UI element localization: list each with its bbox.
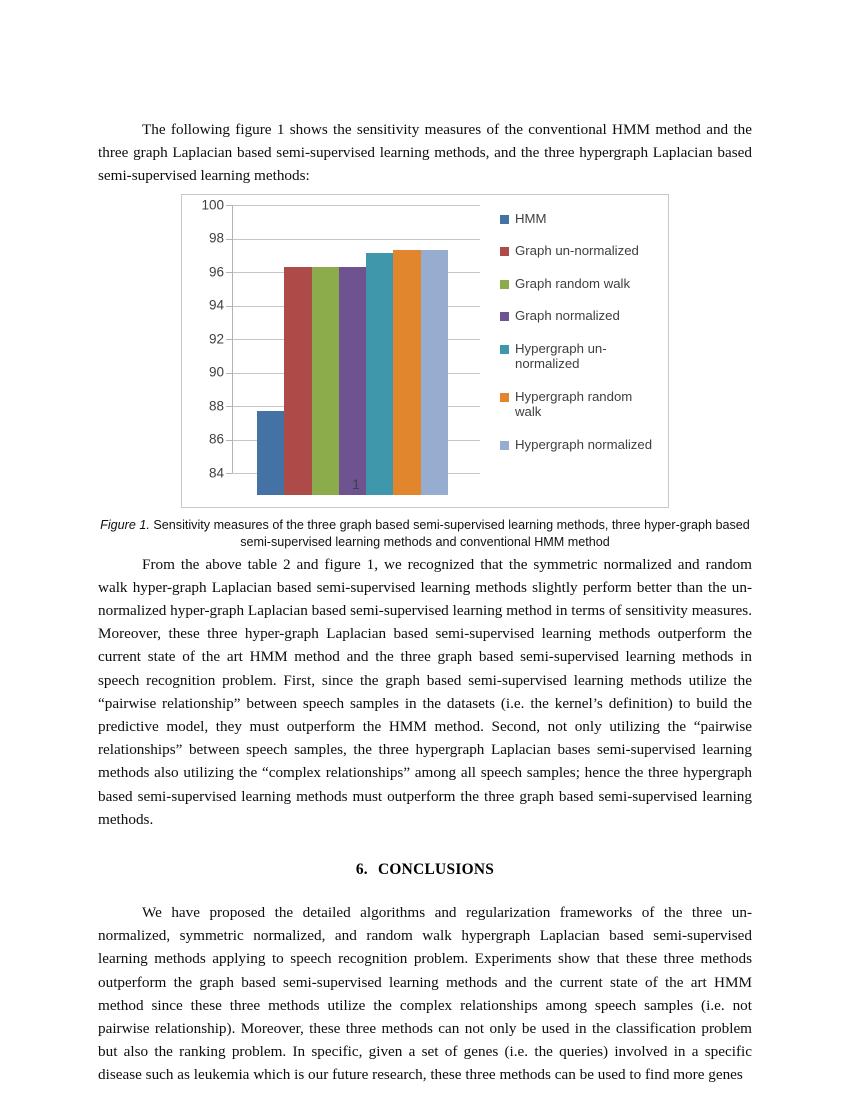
y-axis-tick: [226, 239, 232, 240]
figure-caption-label: Figure 1.: [100, 517, 150, 532]
y-axis-tick-label: 86: [208, 431, 224, 447]
legend-item-label: Hypergraph normalized: [515, 436, 653, 452]
y-axis-tick: [226, 205, 232, 206]
bar-hypergraph-random-walk[interactable]: [393, 250, 420, 495]
intro-paragraph: The following figure 1 shows the sensitivity measures of the conventional HMM method and the three graph Laplacian based semi-supervised learning methods, and the three hypergraph Laplacian based semi-supervised learning methods:: [98, 121, 752, 185]
legend-swatch-icon: [500, 312, 509, 321]
bar-chart: [181, 194, 669, 508]
legend-item-label: Hypergraph un-normalized: [515, 340, 607, 372]
y-axis-tick-label: 90: [208, 364, 224, 380]
y-axis-tick: [226, 306, 232, 307]
legend-item[interactable]: [500, 243, 662, 259]
y-axis-tick-label: 84: [208, 465, 224, 481]
bar-graph-un-normalized[interactable]: [284, 267, 311, 495]
legend-swatch-icon: [500, 441, 509, 450]
y-axis-tick: [226, 473, 232, 474]
legend-item[interactable]: [500, 437, 662, 453]
legend-swatch-icon: [500, 280, 509, 289]
y-axis-tick-label: 94: [208, 297, 224, 313]
top-margin-spacer: [98, 0, 752, 118]
y-axis-tick-label: 88: [208, 398, 224, 414]
figure-caption: [98, 517, 752, 551]
y-axis-tick-label: 92: [208, 331, 224, 347]
legend-item[interactable]: [500, 389, 662, 420]
legend-item[interactable]: [500, 276, 662, 292]
bar-graph-normalized[interactable]: [339, 267, 366, 495]
legend-item-label: Hypergraph random walk: [515, 388, 633, 420]
figure-caption-text: Sensitivity measures of the three graph based semi-supervised learning methods, three hyper-graph based semi-supervised learning methods and conventional HMM method: [149, 517, 750, 549]
conclusions-heading-number: 6.: [355, 861, 368, 879]
discussion-paragraph: From the above table 2 and figure 1, we recognized that the symmetric normalized and random walk hyper-graph Laplacian based semi-supervised learning methods slightly perform better than the un-normalized hyper-graph Laplacian based semi-supervised learning method in terms of sensitivity measures. Moreover, these three hyper-graph Laplacian based semi-supervised learning methods outperform the current state of the art HMM method and the three graph based semi-supervised learning methods in speech recognition problem. First, since the graph based semi-supervised learning methods utilize the “pairwise relationship” between speech samples in the datasets (i.e. the kernel’s definition) to build the predictive model, they must outperform the HMM method. Second, not only utilizing the “pairwise relationships” between speech samples, the three hypergraph Laplacian bases semi-supervised learning methods also utilizing the “complex relationships” among all speech samples; hence the three hypergraph based semi-supervised learning methods must outperform the three graph based semi-supervised learning methods.: [98, 555, 752, 828]
y-axis-tick-label: 100: [201, 197, 224, 213]
legend-swatch-icon: [500, 393, 509, 402]
conclusions-heading-title: CONCLUSIONS: [377, 861, 495, 879]
legend-swatch-icon: [500, 345, 509, 354]
conclusions-heading: [98, 861, 752, 879]
y-axis-labels: [194, 197, 228, 481]
chart-legend: [500, 211, 662, 470]
legend-item[interactable]: [500, 341, 662, 372]
document-page: [98, 0, 752, 1087]
bar-hypergraph-normalized[interactable]: [421, 250, 448, 495]
legend-item-label: Graph un-normalized: [515, 243, 639, 259]
chart-plot-area: [194, 197, 484, 495]
x-axis-tick-label: 1: [352, 476, 360, 492]
bar-hypergraph-un-normalized[interactable]: [366, 253, 393, 494]
y-axis-tick-label: 98: [208, 230, 224, 246]
y-axis-tick: [226, 339, 232, 340]
y-axis-tick: [226, 272, 232, 273]
pre-heading-spacer: [98, 831, 752, 861]
legend-item[interactable]: [500, 211, 662, 227]
gridline: [232, 205, 480, 206]
post-heading-spacer: [98, 879, 752, 901]
y-axis-tick: [226, 373, 232, 374]
y-axis-tick: [226, 406, 232, 407]
figure-1-wrapper: [98, 194, 752, 508]
conclusions-paragraph: We have proposed the detailed algorithms and regularization frameworks of the three un-normalized, symmetric normalized, and random walk hypergraph Laplacian based semi-supervised learning methods applying to speech recognition problem. Experiments show that these three methods outperform the graph based semi-supervised learning methods and the current state of the art HMM method since these three methods utilize the complex relationships among speech samples (i.e. not pairwise relationship). Moreover, these three methods can not only be used in the classification problem but also the ranking problem. In specific, given a set of genes (i.e. the queries) involved in a specific disease such as leukemia which is our future research, these three methods can be used to find more genes: [98, 904, 752, 1084]
legend-item-label: HMM: [515, 210, 547, 226]
legend-item-label: Graph random walk: [515, 275, 631, 291]
legend-swatch-icon: [500, 215, 509, 224]
y-axis-tick-label: 96: [208, 264, 224, 280]
legend-item[interactable]: [500, 308, 662, 324]
legend-item-label: Graph normalized: [515, 308, 620, 324]
y-axis-tick: [226, 440, 232, 441]
legend-swatch-icon: [500, 247, 509, 256]
bar-graph-random-walk[interactable]: [312, 267, 339, 495]
chart-bars: [233, 227, 480, 495]
